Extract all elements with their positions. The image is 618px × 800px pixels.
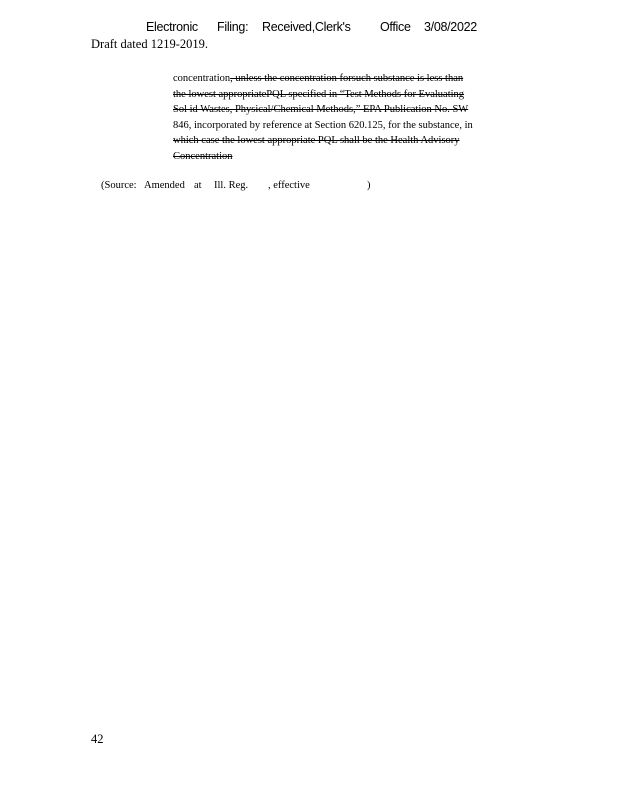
source-close: ) [367,180,371,191]
deleted-text-line-2: the lowest appropriatePQL specified in “Test Methods for Evaluating [173,88,465,100]
deleted-text-line-5: which case the lowest appropriate PQL shall be the Health Advisory [173,135,460,146]
header-electronic: Electronic [146,20,198,34]
section-text-block [173,71,518,164]
source-note [101,180,401,194]
header-filing: Filing: [217,20,249,34]
deleted-text-line-3: Sol id Wastes, Physical/Chemical Methods,” EPA Publication No. SW [173,104,469,115]
unchanged-text: concentration [173,73,231,84]
source-amended: Amended [144,180,185,191]
page-number: 42 [91,732,104,746]
draft-date-line: Draft dated 1219-2019. [91,37,208,51]
header-received: Received,Clerk's [262,20,351,34]
header-date: 3/08/2022 [424,20,477,34]
source-effective: , effective [268,180,310,191]
text-line-1 [173,71,518,87]
filing-stamp-header [0,20,618,36]
unchanged-text-line-4: 846, incorporated by reference at Section 620.125, for the substance, in [173,119,473,131]
deleted-text-line-6: Concentration [173,150,233,162]
source-ill-reg: Ill. Reg. [214,180,249,191]
header-office: Office [380,20,411,34]
source-at: at [194,180,202,191]
deleted-text: , unless the concentration forsuch substance is less than [230,73,464,84]
source-open: (Source: [101,180,137,191]
